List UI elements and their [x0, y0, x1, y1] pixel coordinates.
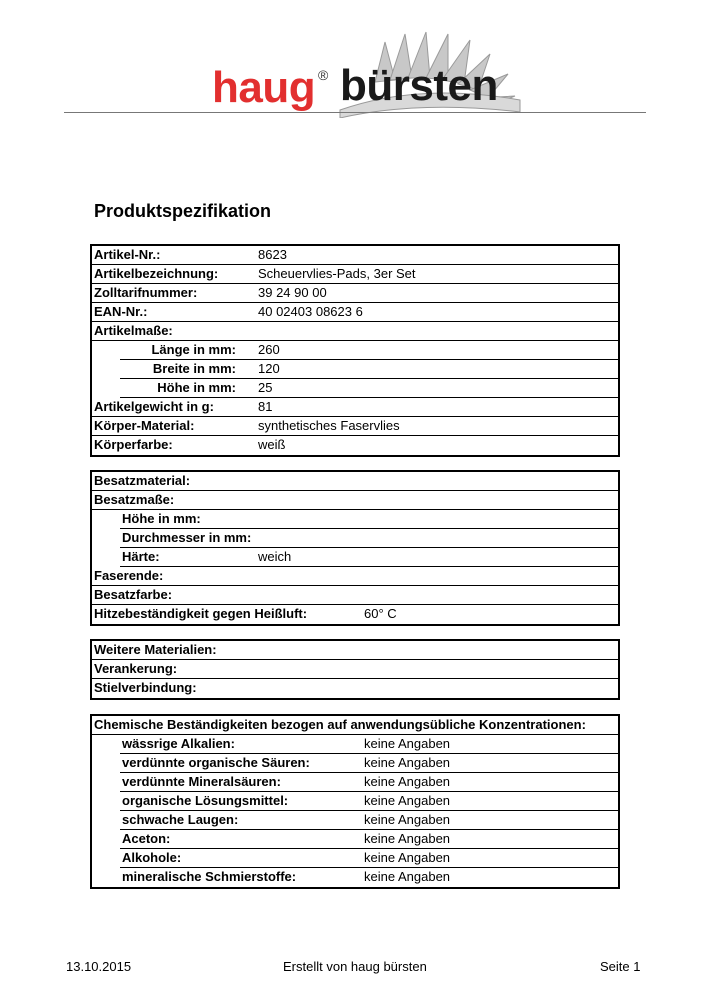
spec-row: [92, 303, 618, 322]
spec-value: keine Angaben: [364, 869, 451, 884]
spec-value: Scheuervlies-Pads, 3er Set: [258, 266, 416, 281]
spec-label: verdünnte Mineralsäuren:: [122, 774, 281, 789]
footer-page-number: Seite 1: [600, 959, 641, 974]
spec-label: Aceton:: [122, 831, 171, 846]
spec-row: [120, 360, 618, 379]
spec-row: [120, 849, 618, 868]
spec-row: [92, 284, 618, 303]
spec-label: Artikelmaße:: [94, 323, 173, 338]
spec-value: synthetisches Faservlies: [258, 418, 400, 433]
page-title: Produktspezifikation: [94, 201, 272, 221]
spec-value: keine Angaben: [364, 831, 451, 846]
spec-row: [92, 586, 618, 605]
spec-row: [92, 605, 618, 624]
spec-row: [120, 735, 618, 754]
spec-value: weiß: [258, 437, 286, 452]
spec-label: Artikel-Nr.:: [94, 247, 161, 262]
spec-value: 39 24 90 00: [258, 285, 327, 300]
spec-label: Hitzebeständigkeit gegen Heißluft:: [94, 606, 308, 621]
spec-label: schwache Laugen:: [122, 812, 239, 827]
spec-row: [120, 529, 618, 548]
brand-name-buersten: bürsten: [340, 61, 498, 110]
spec-label: Alkohole:: [122, 850, 182, 865]
spec-label: Körper-Material:: [94, 418, 195, 433]
spec-value: keine Angaben: [364, 812, 451, 827]
spec-row: [120, 811, 618, 830]
spec-value: 25: [258, 380, 273, 395]
trim-spec-table: [90, 470, 620, 626]
spec-row: [92, 246, 618, 265]
spec-row: [92, 567, 618, 586]
spec-label: Besatzmaße:: [94, 492, 175, 507]
section-header: Chemische Beständigkeiten bezogen auf anwendungsübliche Konzentrationen:: [94, 717, 586, 732]
section-header-row: [92, 716, 618, 735]
spec-row: [92, 398, 618, 417]
spec-label: Besatzfarbe:: [94, 587, 173, 602]
spec-row: [92, 265, 618, 284]
footer-created-by: Erstellt von haug bürsten: [283, 959, 427, 974]
spec-label: mineralische Schmierstoffe:: [122, 869, 297, 884]
spec-row: [120, 773, 618, 792]
spec-row: [120, 548, 618, 567]
spec-label: Durchmesser in mm:: [122, 530, 252, 545]
spec-value: 8623: [258, 247, 287, 262]
spec-row: [120, 792, 618, 811]
spec-value: 260: [258, 342, 280, 357]
spec-value: 120: [258, 361, 280, 376]
spec-row: [120, 754, 618, 773]
spec-label: Härte:: [122, 549, 160, 564]
spec-label: Höhe in mm:: [157, 380, 236, 395]
spec-row: [120, 510, 618, 529]
spec-value: keine Angaben: [364, 736, 451, 751]
spec-value: keine Angaben: [364, 755, 451, 770]
spec-label: Artikelgewicht in g:: [94, 399, 214, 414]
spec-row: [92, 472, 618, 491]
spec-label: Länge in mm:: [151, 342, 236, 357]
spec-row: [92, 641, 618, 660]
spec-label: organische Lösungsmittel:: [122, 793, 289, 808]
spec-value: keine Angaben: [364, 793, 451, 808]
chemical-resistance-table: [90, 714, 620, 889]
spec-row: [120, 341, 618, 360]
spec-row: [120, 868, 618, 887]
article-spec-table: [90, 244, 620, 457]
spec-label: Weitere Materialien:: [94, 642, 217, 657]
spec-value: 60° C: [364, 606, 397, 621]
spec-row: [92, 436, 618, 455]
spec-row: [92, 491, 618, 510]
other-materials-table: [90, 639, 620, 700]
spec-label: EAN-Nr.:: [94, 304, 148, 319]
spec-value: 40 02403 08623 6: [258, 304, 363, 319]
spec-label: Besatzmaterial:: [94, 473, 191, 488]
spec-row: [92, 322, 618, 341]
spec-value: 81: [258, 399, 273, 414]
spec-row: [92, 660, 618, 679]
spec-row: [120, 379, 618, 398]
brand-logo: [190, 22, 530, 118]
spec-label: Stielverbindung:: [94, 680, 197, 695]
footer-date: 13.10.2015: [66, 959, 132, 974]
spec-row: [120, 830, 618, 849]
spec-value: keine Angaben: [364, 850, 451, 865]
spec-label: Artikelbezeichnung:: [94, 266, 219, 281]
spec-label: verdünnte organische Säuren:: [122, 755, 310, 770]
header-divider: [64, 112, 646, 113]
spec-label: Faserende:: [94, 568, 164, 583]
spec-label: Höhe in mm:: [122, 511, 201, 526]
spec-row: [92, 417, 618, 436]
registered-mark: ®: [318, 67, 329, 83]
spec-value: keine Angaben: [364, 774, 451, 789]
spec-label: Breite in mm:: [152, 361, 236, 376]
spec-label: Körperfarbe:: [94, 437, 173, 452]
spec-label: Verankerung:: [94, 661, 178, 676]
spec-value: weich: [258, 549, 292, 564]
spec-label: wässrige Alkalien:: [122, 736, 235, 751]
spec-row: [92, 679, 618, 698]
brand-name-haug: haug: [212, 63, 316, 112]
spec-label: Zolltarifnummer:: [94, 285, 198, 300]
